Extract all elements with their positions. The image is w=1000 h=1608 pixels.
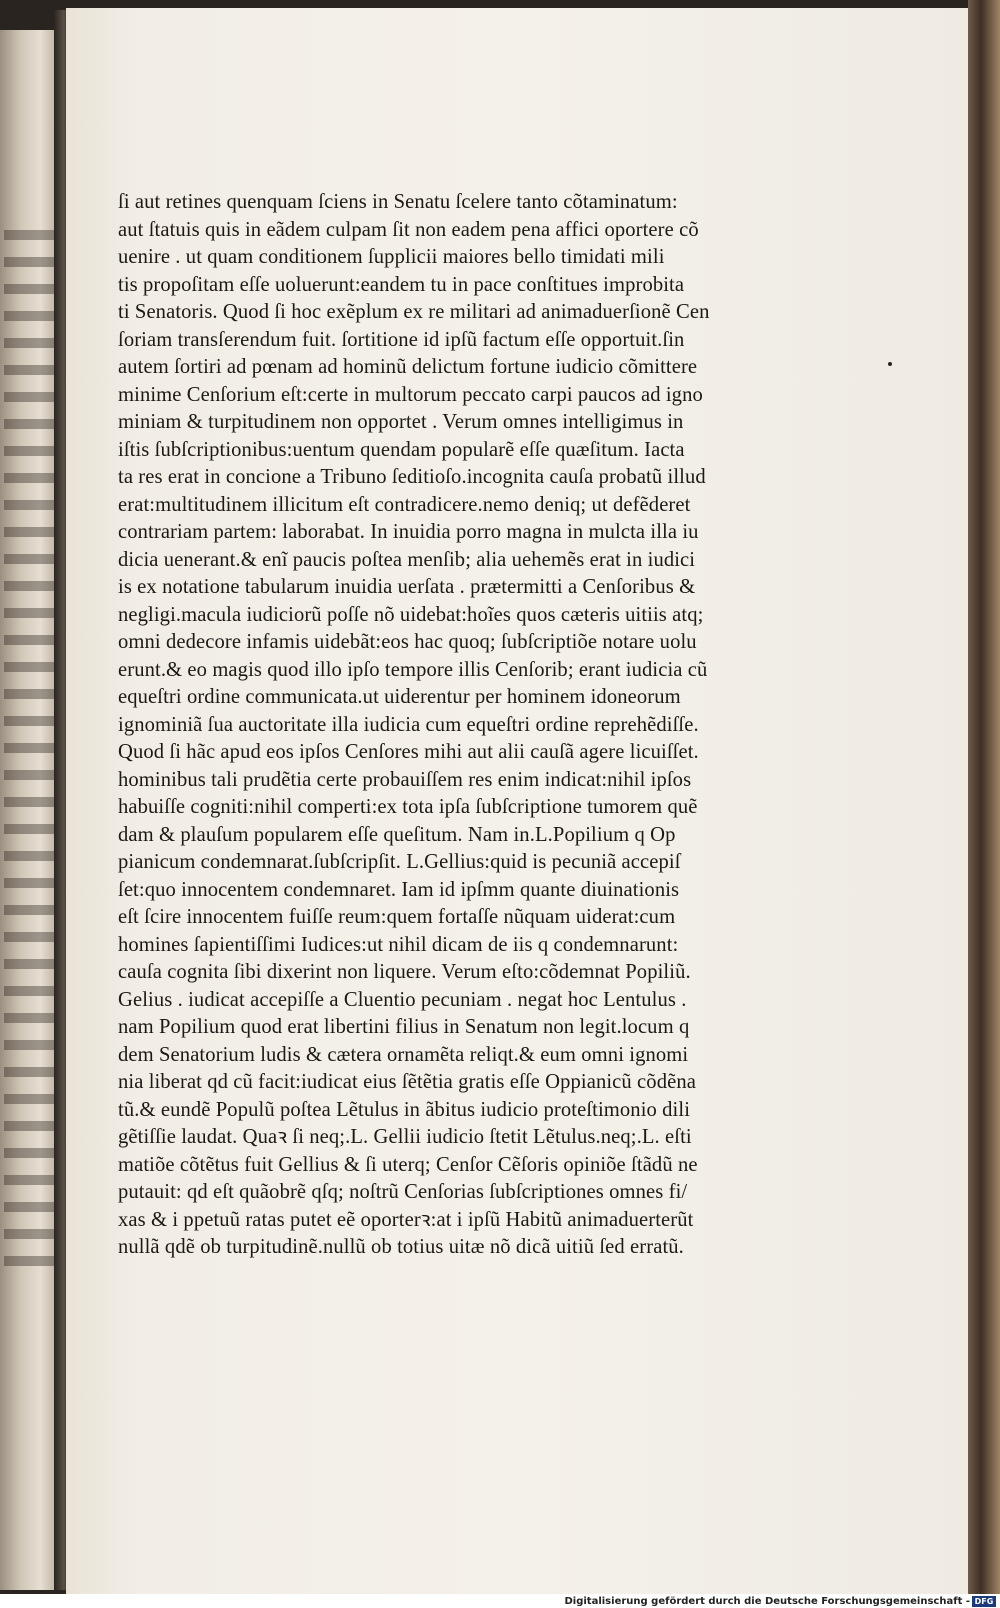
text-line: erunt.& eo magis quod illo ipſo tempore illis Cenſorib; erant iudicia cũ [118,658,708,681]
footer-bar [0,1594,1000,1608]
previous-page-edge [0,30,58,1590]
text-line: tũ.& eundẽ Populũ poſtea Lẽtulus in ãbitus iudicio proteſtimonio dili [118,1098,691,1121]
text-line: iſtis ſubſcriptionibus:uentum quendam popularẽ eſſe quæſitum. Iacta [118,438,685,461]
text-line: homines ſapientiſſimi Iudices:ut nihil dicam de iis q condemnarunt: [118,933,679,956]
page-stack-edge [968,0,1000,1608]
text-line: tis propoſitam eſſe uoluerunt:eandem tu in pace conſtitues improbita [118,273,685,296]
text-line: ſoriam transſerendum fuit. ſortitione id ipſũ factum eſſe opportuit.ſin [118,328,685,351]
text-line: Quod ſi hãc apud eos ipſos Cenſores mihi aut alii cauſã agere licuiſſet. [118,741,699,763]
text-line: hominibus tali prudẽtia certe probauiſſem res enim indicat:nihil ipſos [118,768,692,791]
text-line: putauit: qd eſt quãobrẽ qſq; noſtrũ Cenſorias ſubſcriptiones omnes fi/ [118,1181,688,1203]
text-line: gẽtiſſie laudat. Quaꝛ ſi neq;.L. Gellii iudicio ſtetit Lẽtulus.neq;.L. eſti [118,1126,692,1148]
funding-note: Digitalisierung gefördert durch die Deutsche Forschungsgemeinschaft - [564,1596,970,1607]
text-line: nam Popilium quod erat libertini filius in Senatum non legit.locum q [118,1016,690,1038]
text-line: eſt ſcire innocentem fuiſſe reum:quem fortaſſe nũquam uiderat:cum [118,906,676,928]
text-line: uenire . ut quam conditionem ſupplicii maiores bello timidati mili [118,246,665,268]
text-line: miniam & turpitudinem non opportet . Verum omnes intelligimus in [118,411,684,433]
text-line: omni dedecore infamis uidebãt:eos hac quoq; ſubſcriptiõe notare uolu [118,631,697,653]
text-line: erat:multitudinem illicitum eſt contradicere.nemo deniq; ut defẽderet [118,493,691,516]
text-line: matiõe cõtẽtus fuit Gellius & ſi uterq; Cenſor Cẽſoris opiniõe ſtãdũ ne [118,1153,698,1176]
text-line: pianicum condemnarat.ſubſcripſit. L.Gellius:quid is pecuniã accepiſ [118,851,681,873]
text-line: dam & plauſum popularem eſſe queſitum. Nam in.L.Popilium q Op [118,823,676,846]
text-line: dicia uenerant.& enĩ paucis poſtea menſib; alia uehemẽs erat in iudici [118,548,696,571]
text-line: dem Senatorium ludis & cætera ornamẽta reliqt.& eum omni ignomi [118,1043,689,1066]
text-line: equeſtri ordine communicata.ut uiderentur per hominem idoneorum [118,686,681,708]
dfg-logo: DFG [972,1596,996,1607]
text-line: ſet:quo innocentem condemnaret. Iam id ipſmm quante diuinationis [118,878,680,901]
text-line: ſi aut retines quenquam ſciens in Senatu ſcelere tanto cõtaminatum: [118,191,678,213]
page-text-block [118,189,768,1262]
text-line: contrariam partem: laborabat. In inuidia porro magna in mulcta illa iu [118,521,699,543]
text-line: autem ſortiri ad pœnam ad hominũ delictum fortune iudicio cõmittere [118,356,698,378]
text-line: xas & i ppetuũ ratas putet eẽ oporterꝛ:at i ipſũ Habitũ animaduerterũt [118,1208,694,1231]
text-line: cauſa cognita ſibi dixerint non liquere. Verum eſto:cõdemnat Popiliũ. [118,961,691,983]
text-line: Gelius . iudicat accepiſſe a Cluentio pecuniam . negat hoc Lentulus . [118,988,687,1011]
text-line: minime Cenſorium eſt:certe in multorum peccato carpi paucos ad igno [118,383,703,406]
text-line: nia liberat qd cũ facit:iudicat eius ſẽtẽtia gratis eſſe Oppianicũ cõdẽna [118,1071,696,1093]
ink-speck [888,362,892,366]
printed-page [66,8,972,1596]
text-line: habuiſſe cogniti:nihil comperti:ex tota ipſa ſubſcriptione tumorem quẽ [118,796,698,818]
text-line: ti Senatoris. Quod ſi hoc exẽplum ex re militari ad animaduerſionẽ Cen [118,301,710,323]
text-line: nullã qdẽ ob turpitudinẽ.nullũ ob totius uitæ nõ dicã uitiũ ſed erratũ. [118,1236,684,1258]
text-line: aut ſtatuis quis in eãdem culpam ſit non eadem pena affici oportere cõ [118,218,699,241]
text-line: is ex notatione tabularum inuidia uerſata . prætermitti a Cenſoribus & [118,576,696,598]
text-line: ignominiã ſua auctoritate illa iudicia cum equeſtri ordine reprehẽdiſſe. [118,713,699,736]
previous-page-text-fragments [4,230,56,1270]
text-line: ta res erat in concione a Tribuno ſeditioſo.incognita cauſa probatũ illud [118,466,706,488]
text-line: negligi.macula iudiciorũ poſſe nõ uidebat:hoĩes quos cæteris uitiis atq; [118,603,704,626]
